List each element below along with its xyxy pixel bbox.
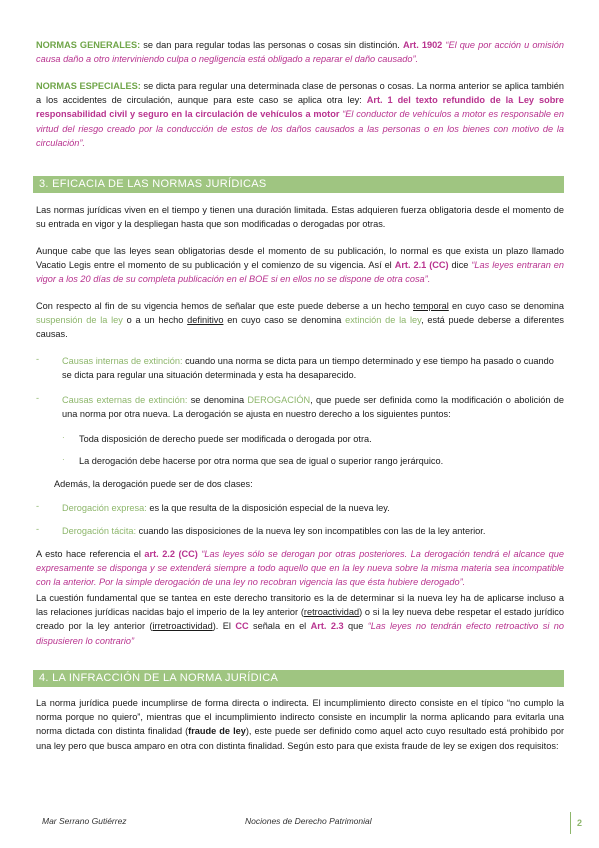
art-2-2-paragraph: A esto hace referencia el art. 2.2 (CC) “Las leyes sólo se derogan por otras posteriores. La derogación tendrá el alcance que expresamente se disponga y se extenderá siempre a todo aquello que en la ley nueva sobre la misma materia sea incompatible con la anterior. Por la simple derogación de una ley no recobran vigencia las que ésta hubiere derogado”. [36, 549, 564, 588]
bullet-dash: - [36, 501, 40, 511]
bullet-dash: - [36, 393, 40, 403]
derogacion-point-2: La derogación debe hacerse por otra norma que sea de igual o superior rango jerárquico. [79, 456, 444, 466]
derogacion-clases-text: Además, la derogación puede ser de dos clases: [54, 479, 253, 489]
vacatio-legis-paragraph: Aunque cabe que las leyes sean obligatorias desde el momento de su publicación, lo normal es que exista un plazo llamado Vacatio Legis entre el momento de su publicación y el comienzo de su vigencia. Así el Art. 2.1 (CC) dice “Las leyes entraran en vigor a los 20 días de su completa publicación en el BOE si en ellos no se dispone de otra cosa”. [36, 246, 565, 285]
bullet-dash: - [36, 524, 40, 534]
footer-author: Mar Serrano Gutiérrez [42, 816, 127, 826]
footer-subject: Nociones de Derecho Patrimonial [245, 816, 372, 826]
causas-internas-item: Causas internas de extinción: cuando una norma se dicta para un tiempo determinado y ese tiempo ha pasado o cuando se dicta para regular una situación determinada y esta ha desaparecido. [62, 356, 554, 381]
page-number: 2 [577, 818, 583, 828]
eficacia-paragraph-1: Las normas jurídicas viven en el tiempo y tienen una duración limitada. Estas adquieren fuerza obligatoria desde el momento de su entrada en vigor y la despliegan hasta que son modificadas o derogadas por otras. [36, 205, 564, 230]
derogacion-point-1: Toda disposición de derecho puede ser modificada o derogada por otra. [79, 434, 372, 444]
normas-generales-paragraph: NORMAS GENERALES: se dan para regular todas las personas o cosas sin distinción. Art. 1902 “El que por acción u omisión causa daño a otro interviniendo culpa o negligencia está obligado a reparar el daño causado”. [36, 40, 564, 65]
section-4-heading: 4. LA INFRACCIÓN DE LA NORMA JURÍDICA [33, 670, 564, 687]
bullet-dash: - [36, 354, 40, 364]
causas-externas-item: Causas externas de extinción: se denomina DEROGACIÓN, que puede ser definida como la modificación o abolición de una norma por otra nueva. La derogación se ajusta en nuestro derecho a los siguientes puntos: [62, 395, 564, 420]
footer-divider [570, 812, 571, 834]
sub-bullet-dot: · [62, 455, 65, 464]
infraccion-paragraph: La norma jurídica puede incumplirse de forma directa o indirecta. El incumplimiento directo consiste en el típico “no cumplo la norma porque no quiero”, mientras que el incumplimiento indirecto consiste en incumplir la norma aplicando para evitarla una norma dictada con distinta finalidad (fraude de ley), este puede ser definido como aquel acto cuyo resultado está prohibido por una ley pero que busca amparo en otra con distinta finalidad. Según esto para que exista fraude de ley se exigen dos requisitos: [36, 698, 565, 751]
normas-especiales-paragraph: NORMAS ESPECIALES: se dicta para regular una determinada clase de personas o cosas. La norma anterior se aplica también a los accidentes de circulación, aunque para este caso se aplica otra ley: Art. 1 del texto refundido de la Ley sobre responsabilidad civil y seguro en la circulación de vehículos a motor “El conductor de vehículos a motor es responsable en virtud del riesgo creado por la conducción de estos de los daños causados a las personas o en los bienes con motivo de la circulación”. [36, 81, 564, 148]
retroactividad-paragraph: La cuestión fundamental que se tantea en este derecho transitorio es la de determinar si la nueva ley ha de aplicarse incluso a las relaciones jurídicas nacidas bajo el imperio de la ley anterior (retroactividad) o si la ley nueva debe respetar el estado jurídico creado por la ley anterior (irretroactividad). El CC señala en el Art. 2.3 que “Las leyes no tendrán efecto retroactivo si no dispusieren lo contrario” [36, 593, 564, 646]
sub-bullet-dot: · [62, 433, 65, 442]
derogacion-expresa-item: Derogación expresa: es la que resulta de la disposición especial de la nueva ley. [62, 503, 390, 513]
derogacion-tacita-item: Derogación tácita: cuando las disposiciones de la nueva ley son incompatibles con las de la ley anterior. [62, 526, 486, 536]
fin-vigencia-paragraph: Con respecto al fin de su vigencia hemos de señalar que este puede deberse a un hecho temporal en cuyo caso se denomina suspensión de la ley o a un hecho definitivo en cuyo caso se denomina extinción de la ley, está puede deberse a diferentes causas. [36, 301, 565, 340]
section-3-heading: 3. EFICACIA DE LAS NORMAS JURÍDICAS [33, 176, 564, 193]
